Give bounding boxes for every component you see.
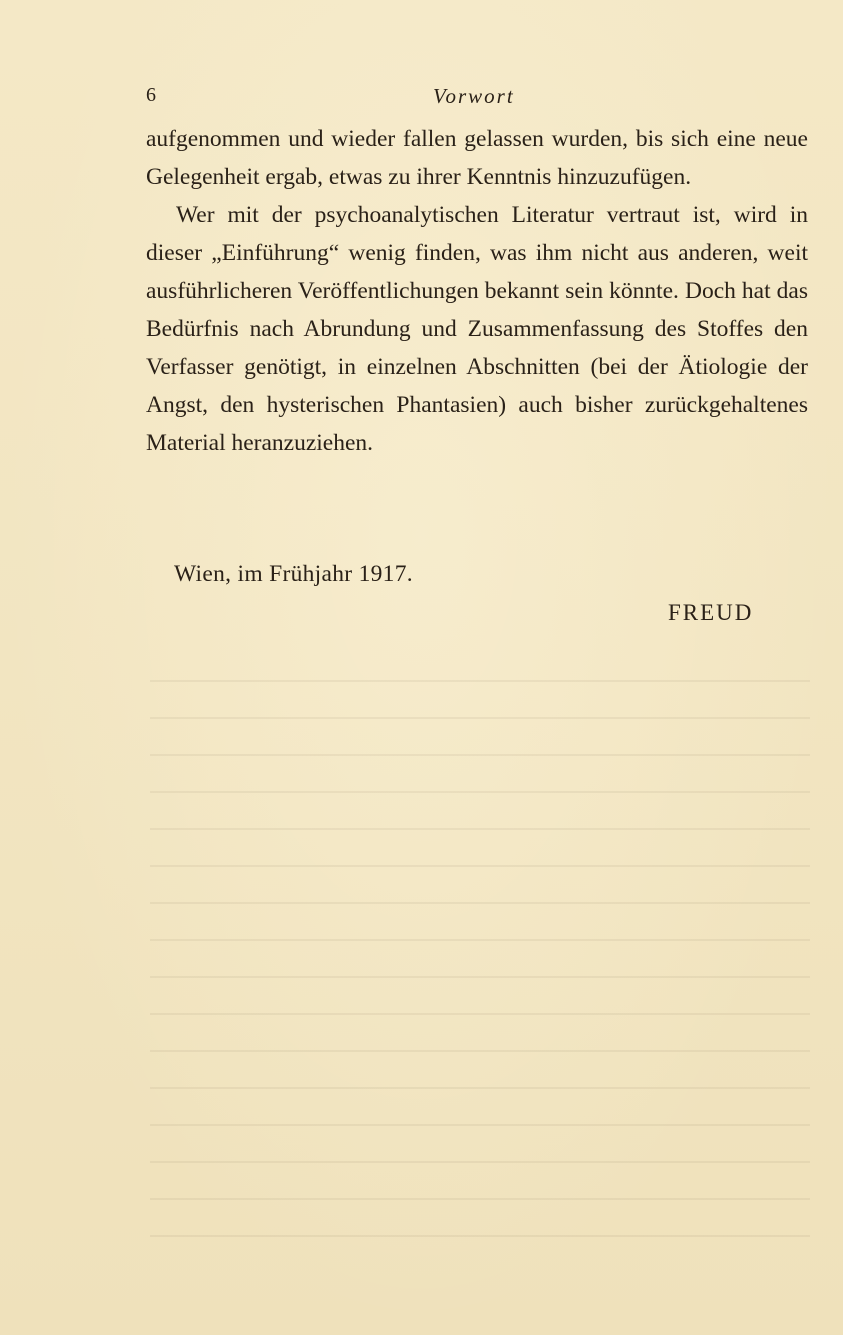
paragraph: Wer mit der psychoanalytischen Literatur vertraut ist, wird in dieser „Einführung“ wenig finden, was ihm nicht aus anderen, weit ausführlicheren Veröffentlichungen bekannt sein könnte. Doch hat das Bedürfnis nach Abrundung und Zusammenfassung des Stoffes den Verfasser genötigt, in einzelnen Abschnitten (bei der Ätiologie der Angst, den hysterischen Phantasien) auch bisher zurückgehaltenes Material heranzuziehen. — [146, 202, 808, 456]
paragraph-continuation: aufgenommen und wieder fallen gelassen wurden, bis sich eine neue Gelegenheit ergab, etwas zu ihrer Kenntnis hinzuzufügen. — [146, 126, 808, 190]
body-text — [146, 120, 808, 462]
running-head: Vorwort — [433, 84, 515, 108]
show-through-texture — [150, 680, 810, 1260]
page-number: 6 — [146, 84, 157, 106]
page-header — [146, 80, 806, 114]
dateline: Wien, im Frühjahr 1917. — [174, 561, 413, 587]
author-signature: FREUD — [668, 600, 754, 625]
